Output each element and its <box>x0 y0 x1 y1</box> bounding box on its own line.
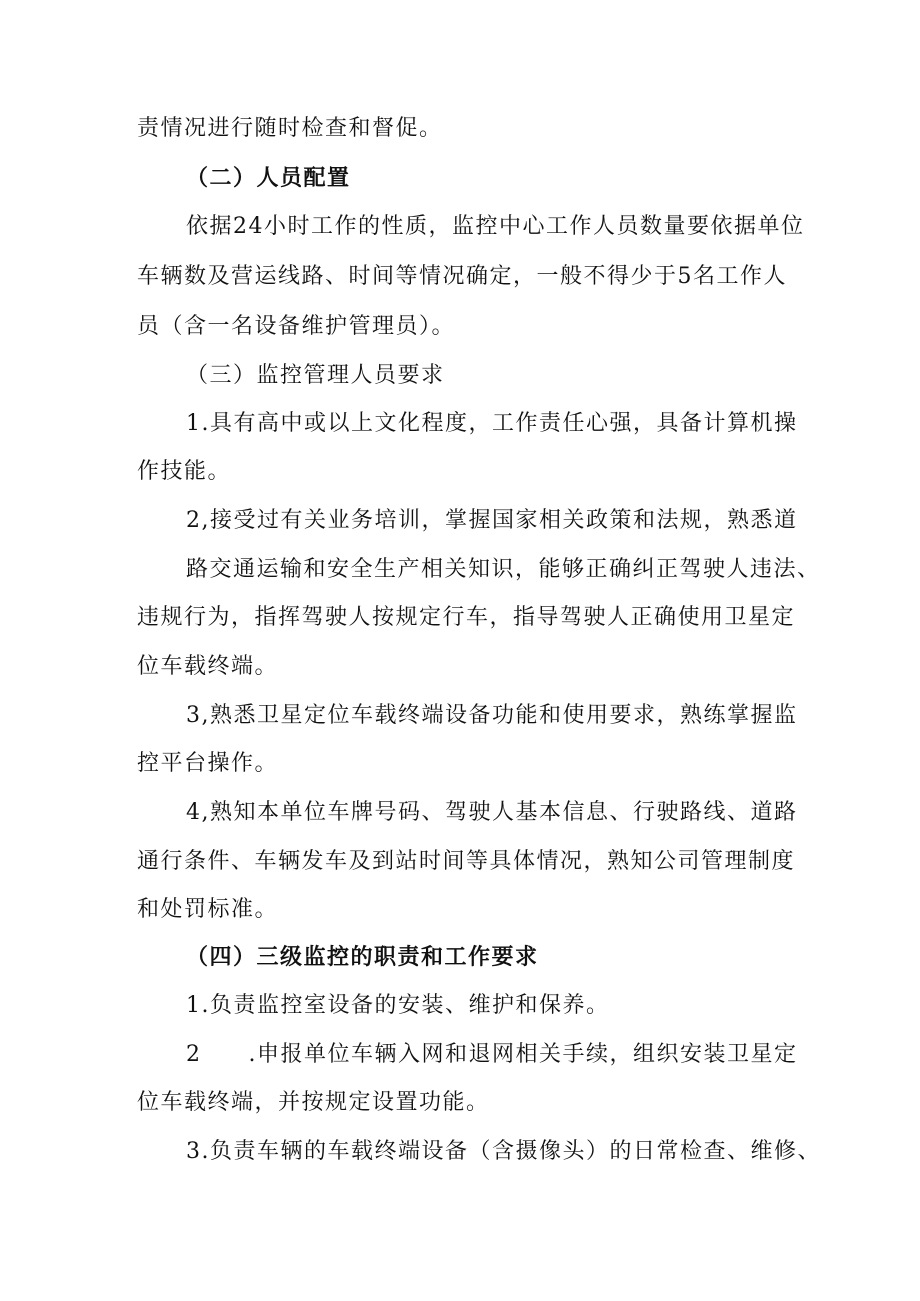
text-line: 4,熟知本单位车牌号码、驾驶人基本信息、行驶路线、道路 <box>186 800 798 825</box>
text-line: 依据24小时工作的性质，监控中心工作人员数量要依据单位 <box>186 214 805 239</box>
text-line: 2 .申报单位车辆入网和退网相关手续，组织安装卫星定 <box>186 1042 798 1067</box>
section-heading: （二）人员配置 <box>186 166 351 191</box>
text-line: 1.具有高中或以上文化程度，工作责任心强，具备计算机操 <box>186 411 798 436</box>
text-line: 违规行为，指挥驾驶人按规定行车，指导驾驶人正确使用卫星定 <box>137 605 796 630</box>
text-line: 和处罚标准。 <box>137 897 279 922</box>
text-line: 路交通运输和安全生产相关知识，能够正确纠正驾驶人违法、 <box>186 557 821 582</box>
text-line: 作技能。 <box>137 459 232 484</box>
text-line: 位车载终端，并按规定设置功能。 <box>137 1090 490 1115</box>
text-line: 控平台操作。 <box>137 751 279 776</box>
text-line: 车辆数及营运线路、时间等情况确定，一般不得少于5名工作人 <box>137 264 787 289</box>
text-line: 员（含一名设备维护管理员）。 <box>137 314 456 339</box>
text-line: 3,熟悉卫星定位车载终端设备功能和使用要求，熟练掌握监 <box>186 703 798 728</box>
text-line: 通行条件、车辆发车及到站时间等具体情况，熟知公司管理制度 <box>137 849 796 874</box>
text-line: 2,接受过有关业务培训，掌握国家相关政策和法规，熟悉道 <box>186 508 798 533</box>
section-heading: （四）三级监控的职责和工作要求 <box>186 945 539 970</box>
section-heading: （三）监控管理人员要求 <box>186 363 445 388</box>
text-line: 3.负责车辆的车载终端设备（含摄像头）的日常检查、维修、 <box>186 1139 821 1164</box>
text-line: 1.负责监控室设备的安装、维护和保养。 <box>186 993 610 1018</box>
text-line: 责情况进行随时检查和督促。 <box>137 116 443 141</box>
text-line: 位车载终端。 <box>137 654 279 679</box>
